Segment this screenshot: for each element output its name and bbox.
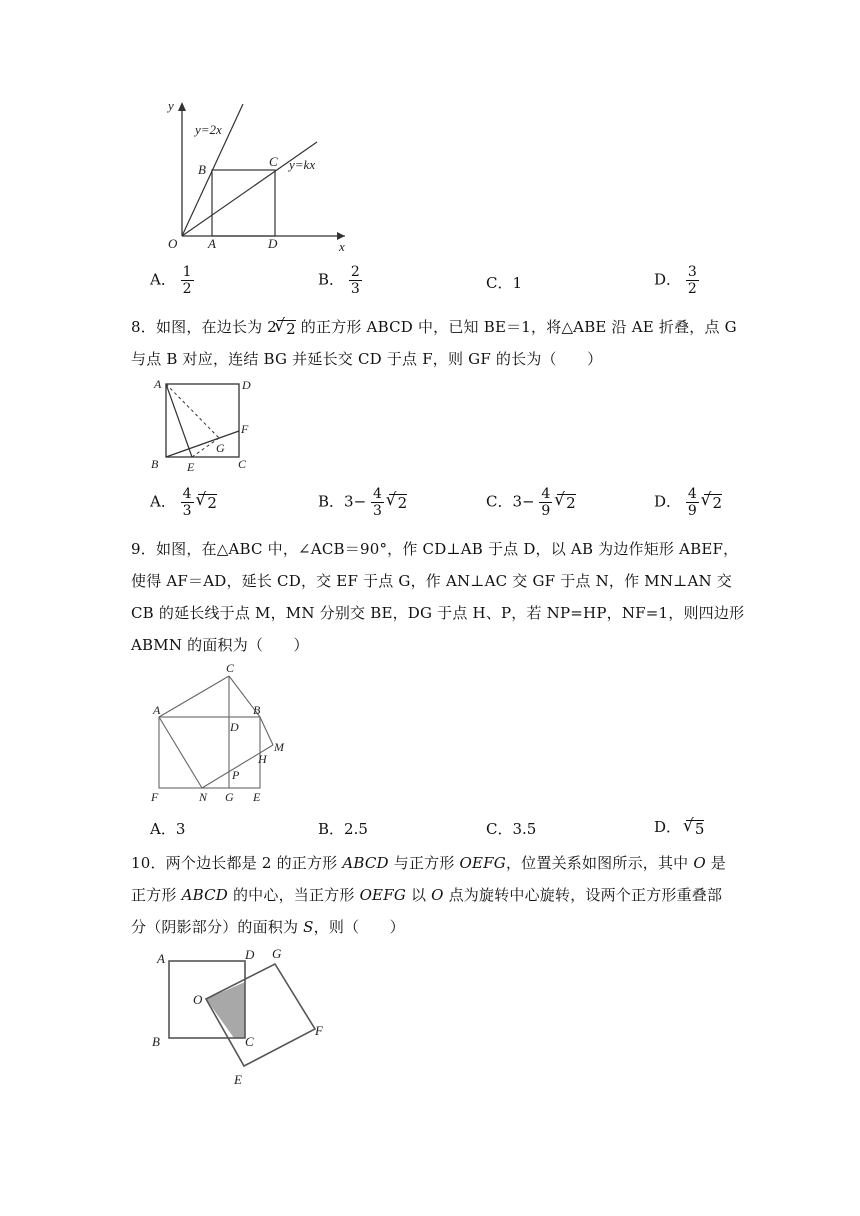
denominator: 2 xyxy=(182,281,192,297)
q7-line2-label: y=kx xyxy=(289,157,316,172)
q9-line1: 9．如图，在△ABC 中，∠ACB＝90°，作 CD⊥AB 于点 D，以 AB 为边作矩形 ABEF， xyxy=(131,540,739,558)
option-letter: D． xyxy=(654,818,682,836)
option-value: 1 xyxy=(512,274,523,292)
q7-figure xyxy=(155,96,355,256)
numerator: 4 xyxy=(687,486,697,502)
denominator: 3 xyxy=(372,503,382,519)
q9-label-f: F xyxy=(151,790,159,804)
q7-label-x: x xyxy=(339,239,345,254)
q7-option-a xyxy=(150,264,194,297)
q9-option-a xyxy=(150,818,185,839)
text: 与正方形 xyxy=(388,854,460,872)
q7-option-d xyxy=(654,264,699,297)
math-var: S xyxy=(303,918,314,936)
q10-label-c: C xyxy=(245,1034,254,1049)
option-letter: D． xyxy=(654,492,682,511)
option-letter: A． xyxy=(150,270,176,289)
denominator: 3 xyxy=(350,281,360,297)
math-var: O xyxy=(693,854,706,872)
option-letter: B． xyxy=(318,492,345,511)
radical xyxy=(704,494,723,511)
option-letter: C． xyxy=(486,492,513,511)
q10-line3 xyxy=(131,912,405,942)
numerator: 1 xyxy=(182,264,192,280)
q10-label-e: E xyxy=(234,1072,242,1087)
q9-label-h: H xyxy=(258,752,267,766)
q9-line3: CB 的延长线于点 M，MN 分别交 BE，DG 于点 H、P，若 NP=HP，NF=1，则四边形 xyxy=(131,604,745,622)
text: ，则（ ） xyxy=(313,918,405,936)
q8-label-c: C xyxy=(238,457,247,471)
fraction xyxy=(181,486,194,519)
math-var: ABCD xyxy=(342,854,389,872)
text: 的中心，当正方形 xyxy=(228,886,360,904)
option-letter: B． xyxy=(318,270,345,289)
fraction xyxy=(539,486,552,519)
radical xyxy=(557,494,576,511)
option-letter: D． xyxy=(654,270,682,289)
q10-line2 xyxy=(131,880,722,910)
q7-option-b xyxy=(318,264,362,297)
q9-option-c xyxy=(486,818,536,839)
text: 分（阴影部分）的面积为 xyxy=(131,918,304,936)
radicand: 2 xyxy=(566,494,576,512)
text: 8．如图，在边长为 2 xyxy=(131,318,278,336)
denominator: 9 xyxy=(687,503,697,519)
denominator: 2 xyxy=(687,281,697,297)
text: 10．两个边长都是 2 的正方形 xyxy=(131,854,343,872)
q7-label-c: C xyxy=(269,154,278,169)
q10-line1 xyxy=(131,848,726,878)
q10-label-g: G xyxy=(272,946,282,961)
q8-line1 xyxy=(131,312,737,342)
q9-label-b: B xyxy=(253,703,261,717)
numerator: 4 xyxy=(182,486,192,502)
math-var: ABCD xyxy=(181,886,229,904)
q8-label-d: D xyxy=(242,378,251,392)
denominator: 9 xyxy=(541,503,551,519)
fraction xyxy=(686,264,699,297)
text: 点为旋转中心旋转，设两个正方形重叠部 xyxy=(443,886,723,904)
q8-label-a: A xyxy=(154,377,162,391)
option-letter: C． xyxy=(486,274,513,292)
q9-line2: 使得 AF＝AD，延长 CD，交 EF 于点 G，作 AN⊥AC 交 GF 于点 N，作 MN⊥AN 交 xyxy=(131,572,732,590)
q9-label-g: G xyxy=(225,790,234,804)
text: ，位置关系如图所示，其中 xyxy=(505,854,694,872)
q8-label-g: G xyxy=(216,441,225,455)
option-letter: A． xyxy=(150,492,176,511)
q9-label-p: P xyxy=(232,768,240,782)
q8-label-f: F xyxy=(241,422,249,436)
q9-label-m: M xyxy=(274,740,284,754)
radical xyxy=(198,494,217,511)
q8-line2: 与点 B 对应，连结 BG 并延长交 CD 于点 F，则 GF 的长为（ ） xyxy=(131,350,603,368)
q8-label-e: E xyxy=(187,460,195,474)
q9-label-a: A xyxy=(153,703,161,717)
q10-label-a: A xyxy=(157,951,165,966)
q9-label-n: N xyxy=(199,790,208,804)
q9-label-e: E xyxy=(253,790,261,804)
q7-option-c xyxy=(486,272,522,293)
option-value: 3 xyxy=(175,820,186,838)
math-var: OEFG xyxy=(359,886,406,904)
option-letter: A． xyxy=(150,820,176,838)
fraction xyxy=(181,264,194,297)
q9-line4: ABMN 的面积为（ ） xyxy=(131,636,309,654)
denominator: 3 xyxy=(182,503,192,519)
q8-option-d xyxy=(654,486,722,519)
q10-label-f: F xyxy=(315,1023,323,1038)
fraction xyxy=(686,486,699,519)
option-prefix: 3− xyxy=(344,492,367,511)
q8-option-a xyxy=(150,486,217,519)
text: 是 xyxy=(705,854,727,872)
option-letter: B． xyxy=(318,820,345,838)
q9-figure xyxy=(142,660,297,805)
q10-label-d: D xyxy=(245,947,255,962)
radical xyxy=(277,320,296,337)
radicand: 2 xyxy=(207,494,217,512)
q7-label-a: A xyxy=(208,236,216,251)
q7-label-b: B xyxy=(198,162,206,177)
text: 以 xyxy=(406,886,432,904)
q7-label-y: y xyxy=(168,98,174,113)
q8-option-c xyxy=(486,486,576,519)
q9-label-c: C xyxy=(226,661,235,675)
radicand: 5 xyxy=(694,819,705,838)
radicand: 2 xyxy=(712,494,723,512)
math-var: OEFG xyxy=(459,854,506,872)
option-value: 3.5 xyxy=(512,820,537,838)
fraction xyxy=(371,486,384,519)
text: 的正方形 ABCD 中，已知 BE＝1，将△ABE 沿 AE 折叠，点 G xyxy=(295,318,737,336)
q10-label-b: B xyxy=(152,1034,160,1049)
numerator: 4 xyxy=(372,486,382,502)
q7-label-o: O xyxy=(168,236,178,251)
q7-label-d: D xyxy=(268,236,278,251)
radical xyxy=(686,820,705,837)
math-var: O xyxy=(431,886,444,904)
radicand: 2 xyxy=(286,319,296,338)
option-prefix: 3− xyxy=(512,492,535,511)
text: 正方形 xyxy=(131,886,182,904)
q8-figure xyxy=(145,376,255,476)
q7-line1-label: y=2x xyxy=(195,122,222,137)
option-letter: C． xyxy=(486,820,513,838)
fraction xyxy=(349,264,362,297)
q8-label-b: B xyxy=(151,457,159,471)
radicand: 2 xyxy=(397,494,408,512)
numerator: 3 xyxy=(687,264,697,280)
q10-label-o: O xyxy=(193,992,203,1007)
q9-option-b xyxy=(318,818,368,839)
option-value: 2.5 xyxy=(344,820,368,838)
q10-figure xyxy=(148,942,338,1092)
numerator: 4 xyxy=(541,486,551,502)
radical xyxy=(389,494,408,511)
q8-option-b xyxy=(318,486,407,519)
q9-label-d: D xyxy=(230,720,239,734)
q9-option-d xyxy=(654,816,704,837)
numerator: 2 xyxy=(350,264,360,280)
